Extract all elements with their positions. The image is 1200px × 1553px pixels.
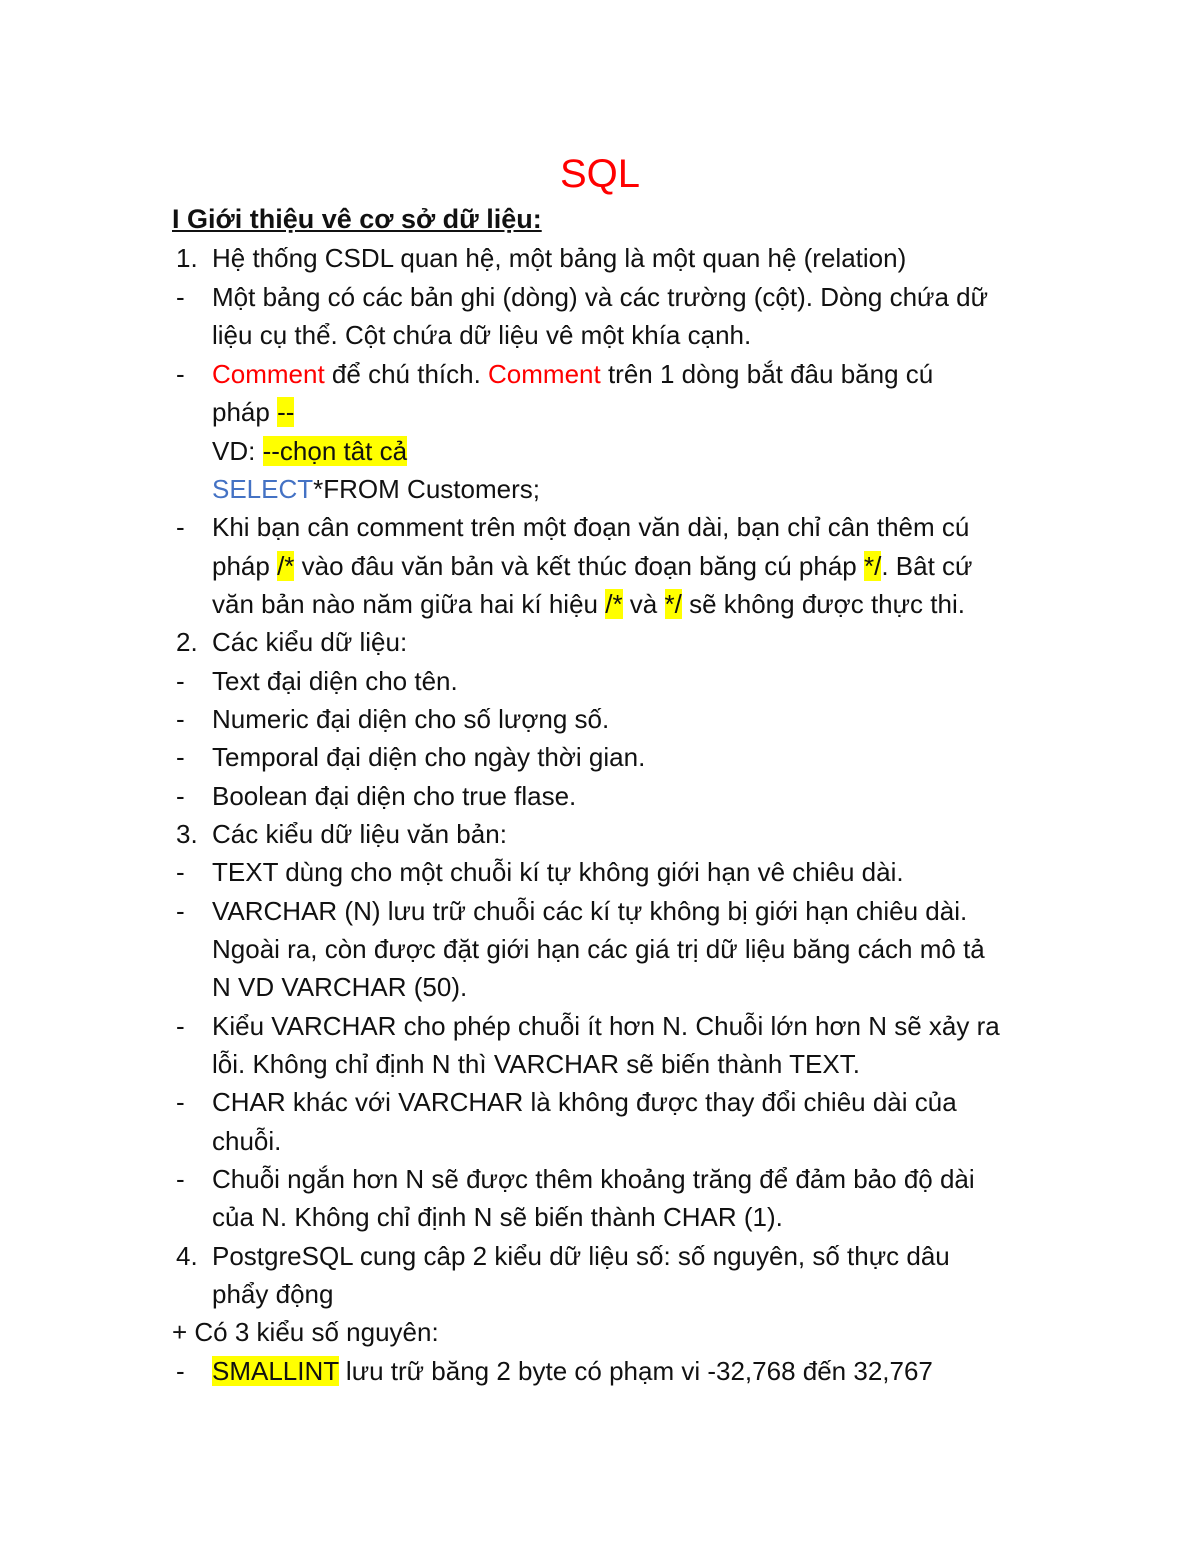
block-comment-line-3 (212, 585, 965, 623)
block-comment-text: sẽ không được thực thi. (681, 589, 965, 619)
datatype-text: Text đại diện cho tên. (212, 666, 458, 696)
bullet-dash: - (176, 282, 185, 312)
example-label: VD: (212, 436, 263, 466)
bullet-dash: - (176, 666, 185, 696)
bullet-dash: - (176, 1164, 185, 1194)
list-marker-4: 4. (176, 1241, 198, 1271)
example-comment-highlight: --chọn tât cả (262, 436, 408, 466)
bullet-dash: - (176, 857, 185, 887)
char-padding-line-2: của N. Không chỉ định N sẽ biến thành CHAR (1). (212, 1202, 783, 1232)
varchar-limit-line-2: lỗi. Không chỉ định N thì VARCHAR sẽ biến thành TEXT. (212, 1049, 860, 1079)
bullet-dash: - (176, 359, 185, 389)
text-type-desc: TEXT dùng cho một chuỗi kí tự không giới hạn vê chiêu dài. (212, 857, 904, 887)
varchar-desc-line-2: Ngoài ra, còn được đặt giới hạn các giá trị dữ liệu băng cách mô tả (212, 934, 985, 964)
select-rest: *FROM Customers; (313, 474, 540, 504)
list-item-2-text: Các kiểu dữ liệu: (212, 627, 408, 657)
list-marker-2: 2. (176, 627, 198, 657)
integer-types-intro: + Có 3 kiểu số nguyên: (172, 1317, 439, 1347)
block-comment-text: và (622, 589, 665, 619)
comment-text-a: để chú thích. (324, 359, 489, 389)
block-comment-text: . Bât cứ (881, 551, 973, 581)
block-comment-text: văn bản nào năm giữa hai kí hiệu (212, 589, 606, 619)
sql-select-line (212, 470, 540, 508)
list-marker-1: 1. (176, 243, 198, 273)
datatype-numeric: Numeric đại diện cho số lượng số. (212, 704, 610, 734)
comment-keyword: Comment (488, 359, 601, 389)
varchar-limit-line-1: Kiểu VARCHAR cho phép chuỗi ít hơn N. Chuỗi lớn hơn N sẽ xảy ra (212, 1011, 1000, 1041)
bullet-dash: - (176, 896, 185, 926)
smallint-line (212, 1352, 933, 1390)
table-desc-line-2: liệu cụ thể. Cột chứa dữ liệu vê một khía cạnh. (212, 320, 752, 350)
char-desc-line-1: CHAR khác với VARCHAR là không được thay đổi chiêu dài của (212, 1087, 957, 1117)
close-symbol-highlight: */ (863, 551, 882, 581)
comment-example-line (212, 432, 407, 470)
bullet-dash: - (176, 1356, 185, 1386)
list-item-4-line-1: PostgreSQL cung câp 2 kiểu dữ liệu số: số nguyên, số thực dâu (212, 1241, 950, 1271)
open-symbol-highlight: /* (277, 551, 295, 581)
smallint-highlight: SMALLINT (212, 1356, 339, 1386)
section-heading: I Giới thiệu vê cơ sở dữ liệu: (172, 204, 542, 234)
bullet-dash: - (176, 781, 185, 811)
bullet-dash: - (176, 1011, 185, 1041)
comment-syntax-label: pháp (212, 397, 278, 427)
comment-line-2 (212, 393, 294, 431)
document-title: SQL (559, 152, 641, 196)
comment-dashes-highlight: -- (277, 397, 295, 427)
varchar-desc-line-3: N VD VARCHAR (50). (212, 972, 468, 1002)
block-comment-line-1: Khi bạn cân comment trên một đoạn văn dài, bạn chỉ cân thêm cú (212, 512, 970, 542)
list-marker-3: 3. (176, 819, 198, 849)
bullet-dash: - (176, 704, 185, 734)
list-item-4-line-2: phẩy động (212, 1279, 334, 1309)
block-comment-line-2 (212, 547, 972, 585)
varchar-desc-line-1: VARCHAR (N) lưu trữ chuỗi các kí tự không bị giới hạn chiêu dài. (212, 896, 968, 926)
open-symbol-highlight: /* (605, 589, 623, 619)
bullet-dash: - (176, 742, 185, 772)
table-desc-line-1: Một bảng có các bản ghi (dòng) và các trường (cột). Dòng chứa dữ (212, 282, 988, 312)
close-symbol-highlight: */ (664, 589, 682, 619)
char-padding-line-1: Chuỗi ngắn hơn N sẽ được thêm khoảng trăng để đảm bảo độ dài (212, 1164, 975, 1194)
select-keyword: SELECT (212, 474, 314, 504)
bullet-dash: - (176, 512, 185, 542)
smallint-desc: lưu trữ băng 2 byte có phạm vi -32,768 đến 32,767 (338, 1356, 933, 1386)
comment-text-b: trên 1 dòng bắt đâu băng cú (600, 359, 934, 389)
block-comment-text: pháp (212, 551, 278, 581)
comment-keyword: Comment (212, 359, 325, 389)
block-comment-text: vào đâu văn bản và kết thúc đoạn băng cú pháp (294, 551, 864, 581)
datatype-boolean: Boolean đại diện cho true flase. (212, 781, 577, 811)
char-desc-line-2: chuỗi. (212, 1126, 282, 1156)
bullet-dash: - (176, 1087, 185, 1117)
comment-line-1 (212, 355, 933, 393)
list-item-1-text: Hệ thống CSDL quan hệ, một bảng là một quan hệ (relation) (212, 243, 907, 273)
list-item-3-text: Các kiểu dữ liệu văn bản: (212, 819, 507, 849)
datatype-temporal: Temporal đại diện cho ngày thời gian. (212, 742, 646, 772)
